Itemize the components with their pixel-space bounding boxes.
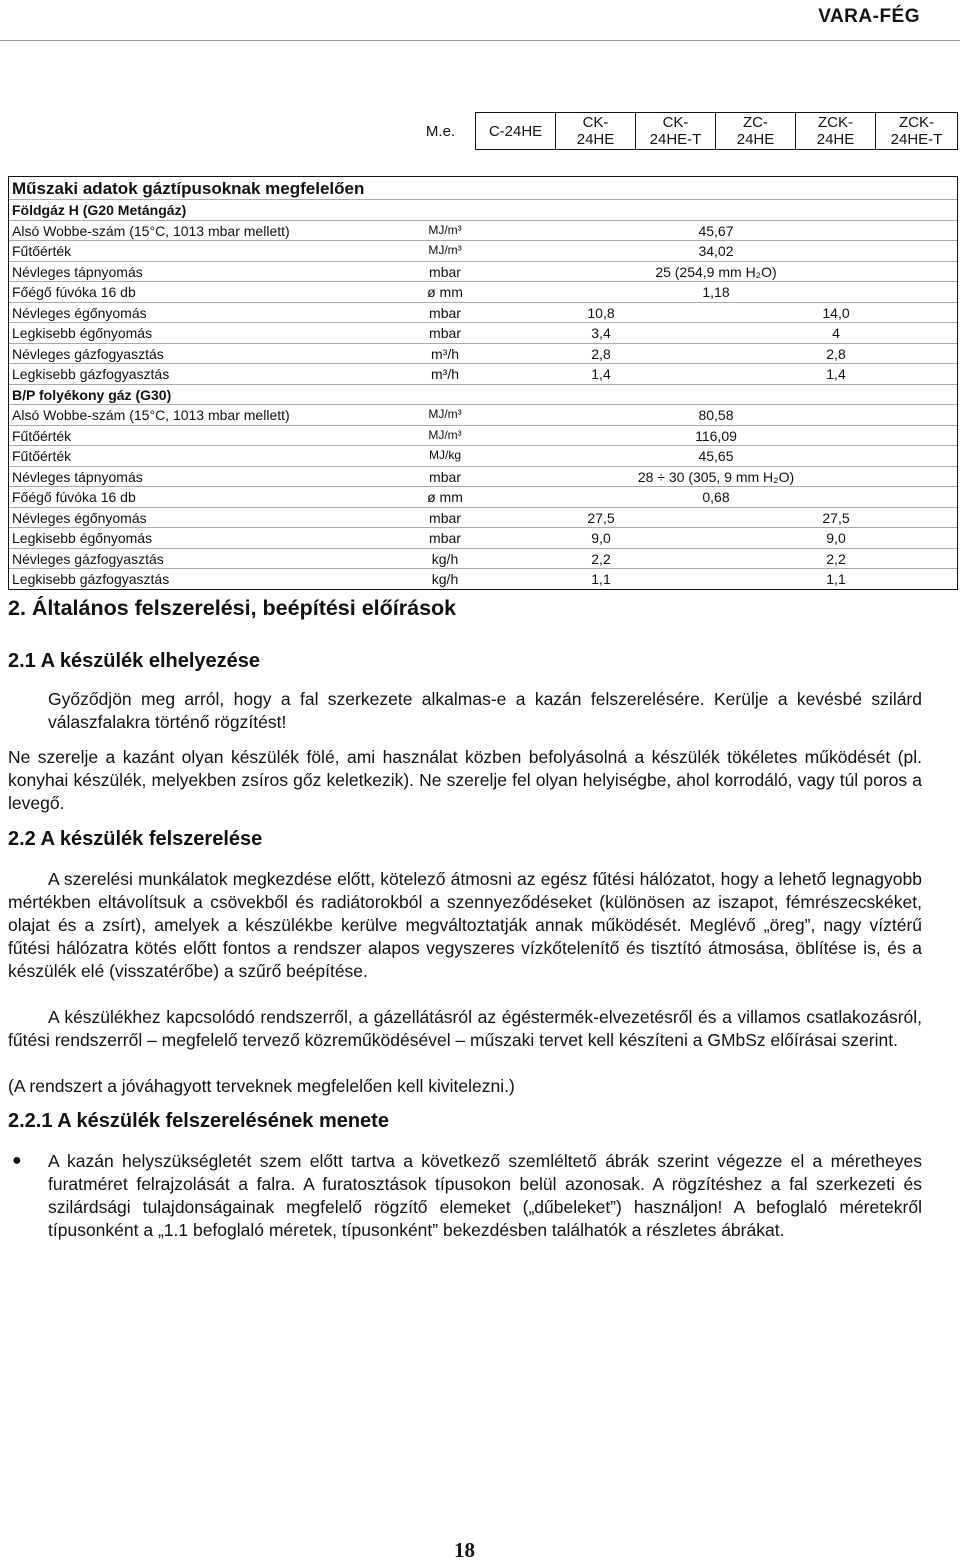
s221-bullet-1: A kazán helyszükségletét szem előtt tartva a következő szemléltető ábrák szerint végezze el a méretheyes furatméret felrajzolását a falra. A furatosztások típusokon belül azonosak. A rögzítéshez a fal szerkezeti és szilárdsági tulajdonságainak megfelelő rögzítő elemeket („dűbeleket”) használjon! A befoglaló méretekről típusonként a „1.1 befoglaló méretek, típusonként” bekezdésben találhatók a részletes ábrákat. [48, 1151, 922, 1240]
row-unit: mbar [429, 304, 461, 321]
table-row [9, 405, 957, 426]
row-value-c: 1,1 [591, 571, 611, 587]
column-header-row [406, 112, 958, 150]
row-value-zc: 1,4 [826, 366, 846, 382]
s21-para-2: Ne szerelje a kazánt olyan készülék fölé, ami használat közben befolyásolná a készülék tökéletes működését (pl. konyhai készülék, melyekben zsíros gőz keletkezik). Ne szerelje fel olyan helyiségbe, ahol korrodáló, vagy túl poros a levegő. [8, 747, 922, 813]
column-header-6: ZCK- 24HE-T [876, 112, 958, 150]
column-header-4: ZC- 24HE [716, 112, 796, 150]
table-row [9, 487, 957, 508]
row-value-c: 2,8 [591, 345, 611, 362]
table-row [9, 426, 957, 447]
table-row [9, 446, 957, 467]
s22-para-1: A szerelési munkálatok megkezdése előtt, kötelező átmosni az egész fűtési hálózatot, hogy a lehető legnagyobb mértékben eltávolítsuk a csövekből és radiátorokból a szennyeződéseket (különösen az iszapot, fémrészecskéket, olajat és a zsírt), amelyek a készülékbe kerülve megváltoztatják annak működését. Meglévő „öreg”, nagy víztérű fűtési hálózatra kötés előtt fontos a rendszer alapos vegyszeres vízkőtelenítő és tisztító átmosása, öblítése is, és a készülék elé (visszatérőbe) a szűrő beépítése. [8, 869, 922, 981]
row-unit: kg/h [431, 550, 459, 567]
row-label: Alsó Wobbe-szám (15°C, 1013 mbar mellett) [12, 222, 290, 239]
row-unit: mbar [429, 263, 461, 280]
row-unit: mbar [429, 468, 461, 485]
column-header-3: CK- 24HE-T [636, 112, 716, 150]
row-unit: ø mm [427, 284, 463, 300]
table-title: Műszaki adatok gáztípusoknak megfelelően [12, 179, 365, 198]
row-label: Névleges égőnyomás [12, 509, 147, 526]
row-label: Alsó Wobbe-szám (15°C, 1013 mbar mellett) [12, 407, 290, 423]
row-unit: mbar [429, 325, 461, 341]
row-label: Fűtőérték [12, 243, 72, 259]
row-value: 28 ÷ 30 (305, 9 mm H₂O) [637, 468, 795, 485]
table-title-row [9, 177, 957, 200]
row-label: Névleges égőnyomás [12, 304, 147, 321]
column-header-1: C-24HE [476, 112, 556, 150]
gas-group-row [9, 200, 957, 221]
table-row [9, 221, 957, 242]
brand-name: VARA-FÉG [818, 6, 920, 27]
table-row [9, 303, 957, 324]
row-unit: kg/h [431, 571, 459, 587]
row-value-zc: 14,0 [822, 304, 850, 321]
s22-para-3: (A rendszert a jóváhagyott terveknek megfelelően kell kivitelezni.) [8, 1076, 515, 1096]
row-label: Főégő fúvóka 16 db [12, 284, 136, 300]
row-label: Fűtőérték [12, 427, 72, 444]
row-value: 80,58 [698, 407, 734, 423]
table-row [9, 569, 957, 589]
row-value: 1,18 [702, 284, 730, 300]
row-value-zc: 9,0 [826, 530, 846, 546]
row-value-c: 1,4 [591, 366, 611, 382]
row-value-c: 10,8 [587, 304, 615, 321]
table-row [9, 262, 957, 283]
row-value-zc: 4 [832, 325, 840, 341]
table-row [9, 549, 957, 570]
row-value-c: 3,4 [591, 325, 611, 341]
row-label: Fűtőérték [12, 448, 72, 464]
row-value-zc: 27,5 [822, 509, 850, 526]
section-2-2-title: 2.2 A készülék felszerelése [8, 828, 263, 850]
row-label: Főégő fúvóka 16 db [12, 489, 136, 505]
s22-para-2: A készülékhez kapcsolódó rendszerről, a gázellátásról az égéstermék-elvezetésről és a villamos csatlakozásról, fűtési rendszerről – megfelelő tervező közreműködésével – műszaki tervet kell készíteni a GMbSz előírásai szerint. [8, 1007, 922, 1050]
table-row [9, 508, 957, 529]
row-value-zc: 2,8 [826, 345, 846, 362]
row-value-c: 9,0 [591, 530, 611, 546]
row-label: Legkisebb gázfogyasztás [12, 366, 170, 382]
table-row [9, 528, 957, 549]
row-value: 34,02 [698, 243, 734, 259]
row-value: 45,65 [698, 448, 734, 464]
table-row [9, 344, 957, 365]
row-label: Legkisebb gázfogyasztás [12, 571, 170, 587]
row-value-c: 27,5 [587, 509, 615, 526]
row-unit: MJ/kg [428, 448, 461, 462]
row-value: 0,68 [702, 489, 730, 505]
section-2-1-title: 2.1 A készülék elhelyezése [8, 650, 261, 672]
row-label: Névleges gázfogyasztás [12, 550, 164, 567]
row-unit: m³/h [431, 366, 459, 382]
row-unit: MJ/m³ [428, 243, 462, 257]
section-2-2-1-title: 2.2.1 A készülék felszerelésének menete [8, 1110, 389, 1132]
table-row [9, 241, 957, 262]
row-value: 116,09 [695, 427, 737, 444]
column-header-2: CK- 24HE [556, 112, 636, 150]
row-value-zc: 1,1 [826, 571, 846, 587]
row-value-zc: 2,2 [826, 550, 846, 567]
gas-group-row [9, 385, 957, 406]
table-row [9, 282, 957, 303]
header-divider [0, 40, 960, 41]
row-label: Legkisebb égőnyomás [12, 325, 153, 341]
row-unit: m³/h [431, 345, 459, 362]
bullet-dot-icon: ● [12, 1152, 22, 1169]
page-number: 18 [454, 1538, 475, 1562]
gas-group-title: B/P folyékony gáz (G30) [12, 386, 172, 403]
table-row [9, 323, 957, 344]
gas-group-title: Földgáz H (G20 Metángáz) [12, 202, 187, 218]
row-label: Névleges tápnyomás [12, 468, 143, 485]
row-label: Legkisebb égőnyomás [12, 530, 153, 546]
row-label: Névleges gázfogyasztás [12, 345, 164, 362]
row-unit: mbar [429, 509, 461, 526]
row-unit: MJ/m³ [428, 222, 462, 237]
row-label: Névleges tápnyomás [12, 263, 143, 280]
row-unit: MJ/m³ [428, 427, 462, 442]
s21-para-1: Győződjön meg arról, hogy a fal szerkezete alkalmas-e a kazán felszerelésére. Kerülje a kevésbé szilárd válaszfalakra történő rögzítést! [48, 689, 922, 732]
row-value: 45,67 [698, 222, 734, 239]
section-2-title: 2. Általános felszerelési, beépítési előírások [8, 596, 457, 620]
row-unit: MJ/m³ [428, 407, 462, 421]
row-value: 25 (254,9 mm H₂O) [655, 263, 777, 280]
row-unit: ø mm [427, 489, 463, 505]
row-unit: mbar [429, 530, 461, 546]
column-header-5: ZCK- 24HE [796, 112, 876, 150]
column-header-0: M.e. [406, 112, 476, 150]
row-value-c: 2,2 [591, 550, 611, 567]
table-row [9, 364, 957, 385]
table-row [9, 467, 957, 488]
spec-table-body [8, 176, 958, 590]
